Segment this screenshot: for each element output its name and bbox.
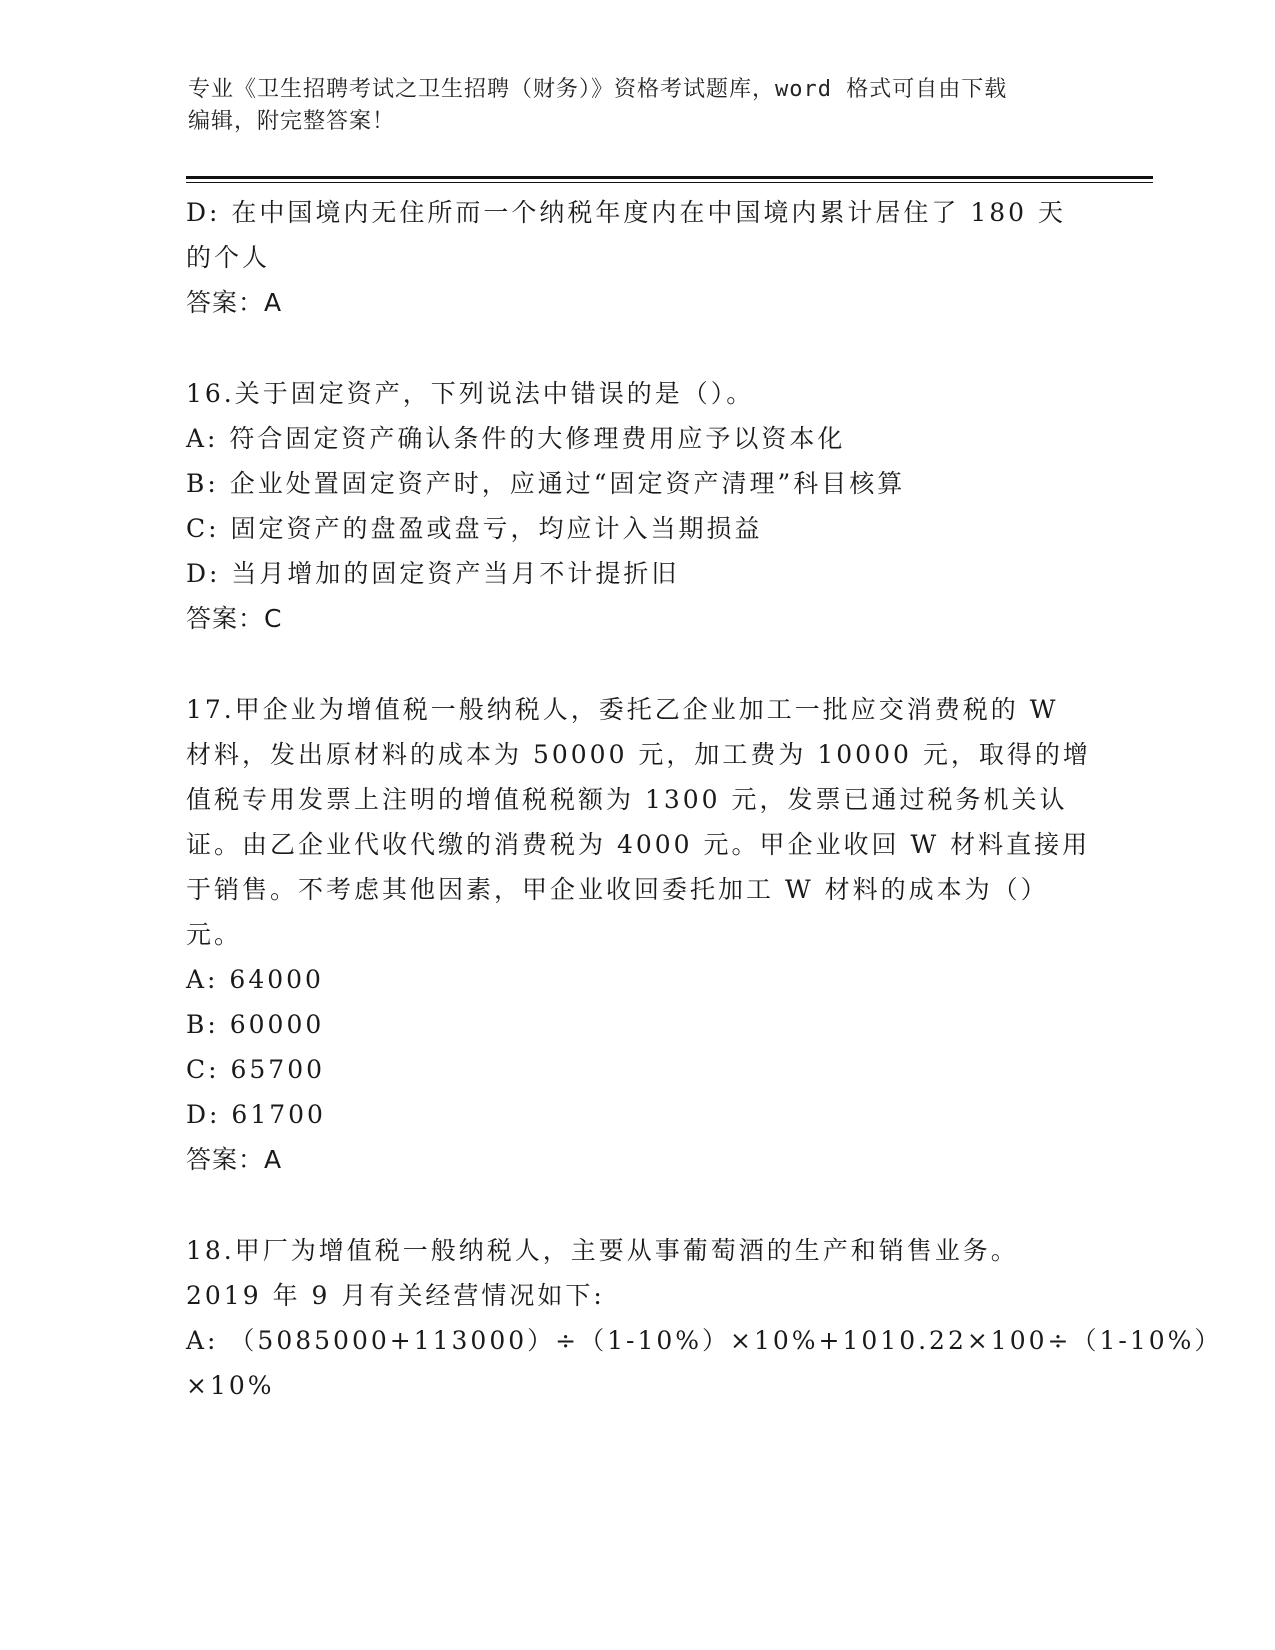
option-d: D: 当月增加的固定资产当月不计提折旧	[186, 559, 680, 588]
option-b: B: 企业处置固定资产时，应通过“固定资产清理”科目核算	[186, 469, 906, 498]
question-stem-line: 证。由乙企业代收代缴的消费税为 4000 元。甲企业收回 W 材料直接用	[186, 830, 1091, 859]
answer-label: 答案：A	[186, 288, 283, 317]
option-c: C: 固定资产的盘盈或盘亏，均应计入当期损益	[186, 514, 763, 543]
question-stem-line: 2019 年 9 月有关经营情况如下:	[186, 1281, 605, 1310]
option-a: A: 64000	[186, 965, 324, 994]
document-body	[186, 190, 1223, 1408]
document-header	[188, 74, 1068, 138]
question-16	[186, 371, 1086, 641]
option-a: A: 符合固定资产确认条件的大修理费用应予以资本化	[186, 424, 846, 453]
option-b: B: 60000	[186, 1010, 325, 1039]
answer-label: 答案：A	[186, 1145, 283, 1174]
answer-label: 答案：C	[186, 604, 283, 633]
header-line-1: 专业《卫生招聘考试之卫生招聘（财务）》资格考试题库，word 格式可自由下载	[188, 77, 1008, 102]
spacer	[186, 325, 1086, 371]
option-d: D: 61700	[186, 1100, 326, 1129]
question-stem-line: 元。	[186, 920, 243, 949]
header-divider-thick	[186, 176, 1153, 179]
question-stem-line: 18.甲厂为增值税一般纳税人，主要从事葡萄酒的生产和销售业务。	[186, 1236, 1019, 1265]
header-divider-thin	[186, 182, 1153, 183]
question-stem-line: 值税专用发票上注明的增值税税额为 1300 元，发票已通过税务机关认	[186, 785, 1068, 814]
header-line-2: 编辑，附完整答案！	[188, 109, 396, 134]
option-a-continued: ×10%	[186, 1371, 275, 1400]
option-c: C: 65700	[186, 1055, 326, 1084]
question-stem-line: 材料，发出原材料的成本为 50000 元，加工费为 10000 元，取得的增	[186, 740, 1091, 769]
question-18	[186, 1228, 1223, 1408]
spacer	[186, 1182, 1086, 1228]
question-stem-line: 于销售。不考虑其他因素，甲企业收回委托加工 W 材料的成本为（）	[186, 875, 1049, 904]
question-17	[186, 687, 1091, 1182]
option-d-continued: 的个人	[186, 243, 271, 272]
spacer	[186, 641, 1086, 687]
question-stem-line: 17.甲企业为增值税一般纳税人，委托乙企业加工一批应交消费税的 W	[186, 695, 1059, 724]
question-15-tail	[186, 190, 1086, 325]
option-a: A: （5085000+113000）÷（1-10%）×10%+1010.22×100÷（1-10%）	[186, 1326, 1223, 1355]
option-d: D: 在中国境内无住所而一个纳税年度内在中国境内累计居住了 180 天	[186, 198, 1067, 227]
question-stem: 16.关于固定资产，下列说法中错误的是（）。	[186, 379, 755, 408]
